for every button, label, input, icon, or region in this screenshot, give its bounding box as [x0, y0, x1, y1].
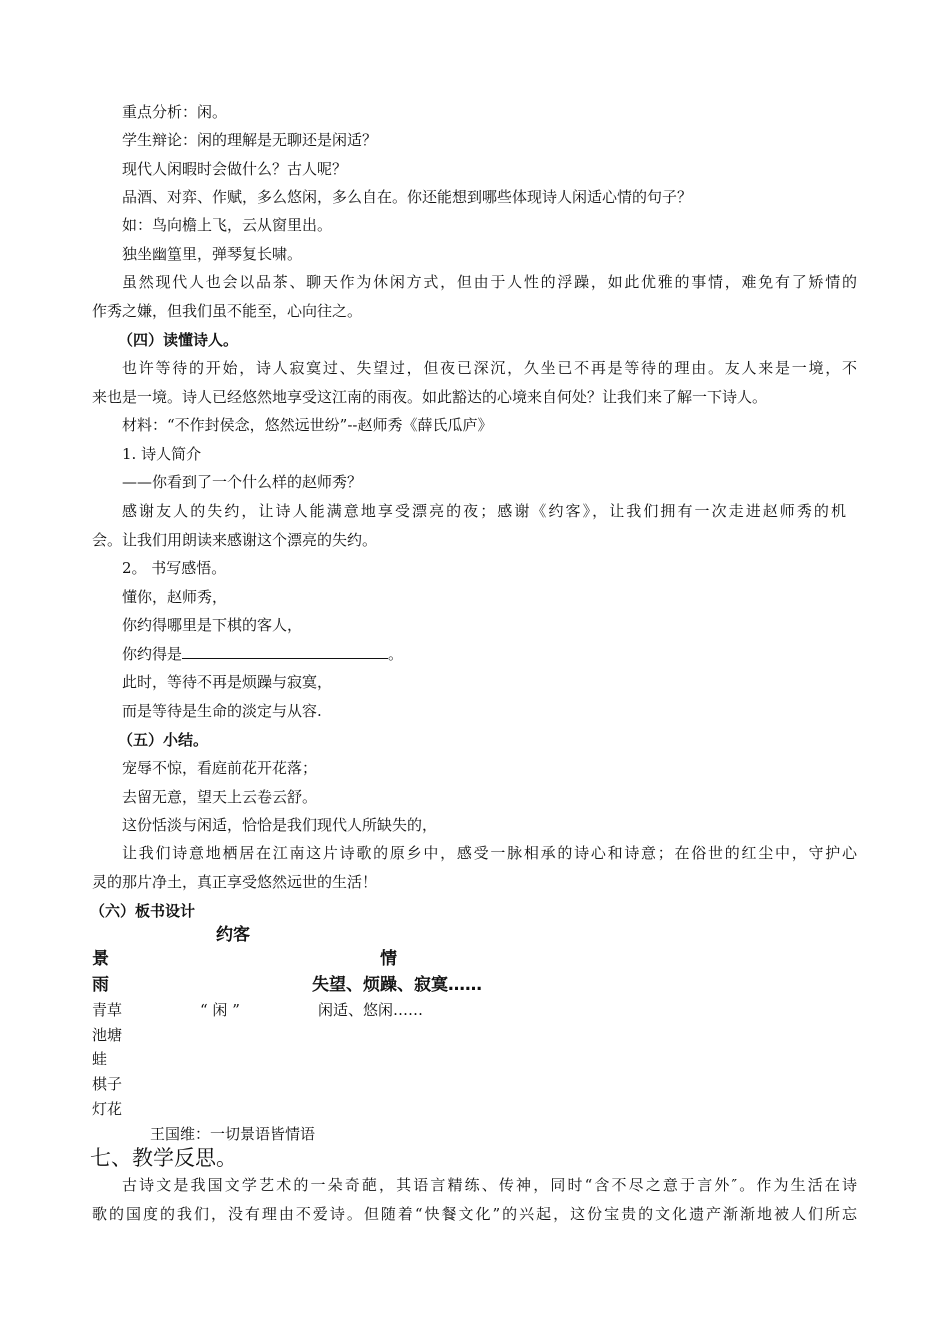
text-line: 材料：“不作封侯念，悠然远世纷”--赵师秀《薛氏瓜庐》 — [122, 416, 493, 434]
text-line: 会。让我们用朗读来感谢这个漂亮的失约。 — [92, 531, 378, 549]
text-line: ——你看到了一个什么样的赵师秀？ — [122, 473, 363, 491]
board-item: 蛙 — [92, 1050, 108, 1068]
board-quote: 王国维：一切景语皆情语 — [150, 1125, 316, 1143]
text-line: 也许等待的开始，诗人寂寞过、失望过，但夜已深沉，久坐已不再是等待的理由。友人来是一境，不 — [122, 359, 857, 377]
text-line: 现代人闲暇时会做什么？古人呢？ — [122, 160, 348, 178]
board-title: 约客 — [216, 925, 250, 945]
text-line: 歌的国度的我们，没有理由不爱诗。但随着“快餐文化”的兴起，这份宝贵的文化遗产渐渐地被人们所忘 — [92, 1205, 857, 1223]
text-line: 这份恬淡与闲适，恰恰是我们现代人所缺失的， — [122, 816, 438, 834]
text-line: 而是等待是生命的淡定与从容. — [122, 702, 322, 720]
text-line: 古诗文是我国文学艺术的一朵奇葩，其语言精练、传神，同时“含不尽之意于言外″。作为生活在诗 — [122, 1176, 857, 1194]
text-line: 懂你，赵师秀， — [122, 588, 228, 606]
text-line: 让我们诗意地栖居在江南这片诗歌的原乡中，感受一脉相承的诗心和诗意；在俗世的红尘中，守护心 — [122, 844, 857, 862]
board-feelings: 失望、烦躁、寂寞…… — [312, 975, 482, 995]
text-line: 作秀之嫌，但我们虽不能至，心向往之。 — [92, 302, 363, 320]
text-line: 此时，等待不再是烦躁与寂寞， — [122, 673, 333, 691]
text-line: 你约得是 — [122, 645, 183, 663]
text-line: 重点分析：闲。 — [122, 103, 228, 121]
board-jing: 景 — [92, 949, 109, 969]
text-line: 2。 书写感悟。 — [122, 559, 227, 577]
board-item: 青草 — [92, 1001, 123, 1019]
board-qing: 情 — [380, 949, 397, 969]
text-line: 。 — [388, 645, 404, 663]
text-line: 感谢友人的失约，让诗人能满意地享受漂亮的夜；感谢《约客》，让我们拥有一次走进赵师秀的机 — [122, 502, 846, 520]
fill-in-line — [122, 644, 403, 664]
text-line: 品酒、对弈、作赋，多么悠闲，多么自在。你还能想到哪些体现诗人闲适心情的句子？ — [122, 188, 693, 206]
text-line: 来也是一境。诗人已经悠然地享受这江南的雨夜。如此豁达的心境来自何处？让我们来了解一下诗人。 — [92, 388, 768, 406]
board-leisure: 闲适、悠闲…… — [318, 1001, 424, 1019]
text-line: 学生辩论：闲的理解是无聊还是闲适？ — [122, 131, 378, 149]
board-item: 灯花 — [92, 1100, 123, 1118]
text-line: 虽然现代人也会以品茶、聊天作为休闲方式，但由于人性的浮躁，如此优雅的事情，难免有了矫情的 — [122, 273, 857, 291]
text-line: 如：鸟向檐上飞，云从窗里出。 — [122, 216, 333, 234]
text-line: 你约得哪里是下棋的客人， — [122, 616, 303, 634]
blank-underline — [182, 644, 388, 659]
board-center: “ 闲 ” — [200, 1001, 240, 1019]
text-line: 灵的那片净土，真正享受悠然远世的生活！ — [92, 873, 378, 891]
section-heading: （四）读懂诗人。 — [118, 331, 239, 349]
section-heading: （六）板书设计 — [90, 902, 196, 920]
text-line: 宠辱不惊，看庭前花开花落； — [122, 759, 318, 777]
board-yu: 雨 — [92, 975, 109, 995]
board-item: 棋子 — [92, 1075, 123, 1093]
text-line: 1. 诗人简介 — [122, 445, 202, 463]
section-7-heading: 七、教学反思。 — [90, 1146, 237, 1170]
text-line: 去留无意，望天上云卷云舒。 — [122, 788, 318, 806]
board-item: 池塘 — [92, 1026, 123, 1044]
text-line: 独坐幽篁里，弹琴复长啸。 — [122, 245, 303, 263]
section-heading: （五）小结。 — [118, 731, 209, 749]
